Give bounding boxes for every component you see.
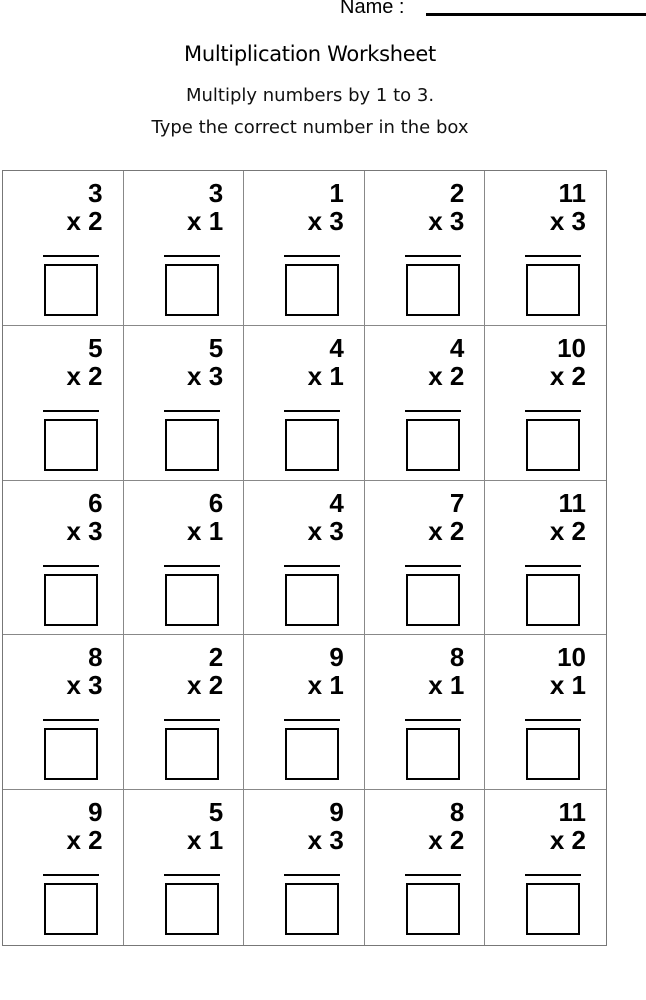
- problem-cell: [485, 326, 606, 481]
- answer-rule: [284, 874, 340, 876]
- multiplicand: 11: [558, 178, 586, 208]
- answer-input[interactable]: [285, 264, 339, 316]
- answer-rule: [43, 719, 99, 721]
- multiplicand: 4: [449, 332, 465, 363]
- multiplicand: 2: [208, 642, 224, 673]
- answer-rule: [405, 719, 461, 721]
- problem-cell: [365, 790, 486, 945]
- answer-rule: [525, 719, 581, 721]
- problem-cell: [3, 481, 124, 636]
- answer-rule: [43, 565, 99, 567]
- multiplicand: 11: [558, 487, 586, 518]
- problem-cell: [3, 790, 124, 945]
- answer-input[interactable]: [44, 883, 98, 935]
- answer-rule: [525, 565, 581, 567]
- multiplicand: 5: [208, 332, 224, 363]
- multiplicand: 5: [88, 332, 103, 363]
- multiplicand: 10: [557, 332, 586, 363]
- multiplier: x 2: [549, 360, 586, 391]
- multiplicand: 3: [88, 178, 103, 208]
- multiplicand: 2: [449, 178, 465, 208]
- multiplicand: 9: [329, 642, 344, 673]
- answer-rule: [284, 565, 340, 567]
- multiplier: x 3: [307, 515, 344, 546]
- multiplier: x 1: [549, 670, 586, 701]
- answer-rule: [164, 410, 220, 412]
- answer-input[interactable]: [44, 728, 98, 780]
- multiplier: x 1: [428, 670, 465, 701]
- multiplier: x 2: [428, 360, 465, 391]
- answer-input[interactable]: [406, 419, 460, 471]
- answer-rule: [405, 410, 461, 412]
- multiplier: x 2: [187, 670, 224, 701]
- answer-input[interactable]: [285, 419, 339, 471]
- problem-cell: [485, 635, 606, 790]
- answer-input[interactable]: [526, 419, 580, 471]
- answer-input[interactable]: [406, 264, 460, 316]
- answer-rule: [284, 719, 340, 721]
- answer-input[interactable]: [44, 264, 98, 316]
- problem-cell: [485, 171, 606, 326]
- multiplier: x 2: [66, 206, 103, 236]
- answer-input[interactable]: [526, 574, 580, 626]
- multiplier: x 1: [187, 206, 224, 236]
- problem-cell: [124, 790, 245, 945]
- problem-cell: [244, 171, 365, 326]
- answer-rule: [525, 410, 581, 412]
- multiplicand: 4: [329, 332, 344, 363]
- multiplier: x 2: [549, 825, 586, 856]
- multiplicand: 3: [208, 178, 224, 208]
- answer-input[interactable]: [165, 728, 219, 780]
- multiplicand: 4: [329, 487, 344, 518]
- multiplier: x 3: [66, 670, 103, 701]
- multiplicand: 1: [329, 178, 344, 208]
- multiplier: x 1: [307, 360, 344, 391]
- multiplier: x 2: [66, 825, 103, 856]
- answer-input[interactable]: [165, 264, 219, 316]
- problem-cell: [124, 326, 245, 481]
- multiplier: x 2: [66, 360, 103, 391]
- answer-rule: [405, 255, 461, 257]
- answer-rule: [405, 565, 461, 567]
- multiplier: x 3: [428, 206, 465, 236]
- multiplicand: 9: [88, 797, 103, 828]
- problem-cell: [365, 481, 486, 636]
- multiplicand: 8: [449, 642, 465, 673]
- answer-input[interactable]: [285, 883, 339, 935]
- problem-cell: [365, 326, 486, 481]
- multiplicand: 10: [557, 642, 586, 673]
- answer-input[interactable]: [165, 574, 219, 626]
- problem-cell: [3, 171, 124, 326]
- multiplier: x 2: [428, 515, 465, 546]
- answer-input[interactable]: [285, 574, 339, 626]
- multiplier: x 2: [549, 515, 586, 546]
- multiplier: x 1: [307, 670, 344, 701]
- multiplier: x 1: [187, 515, 224, 546]
- problem-grid: [2, 170, 607, 946]
- multiplicand: 5: [208, 797, 224, 828]
- answer-rule: [405, 874, 461, 876]
- answer-input[interactable]: [526, 728, 580, 780]
- problem-cell: [124, 171, 245, 326]
- multiplier: x 3: [549, 206, 586, 236]
- answer-rule: [284, 255, 340, 257]
- problem-cell: [3, 635, 124, 790]
- multiplicand: 11: [558, 797, 586, 828]
- problem-cell: [485, 481, 606, 636]
- answer-rule: [525, 874, 581, 876]
- answer-rule: [164, 874, 220, 876]
- problem-cell: [124, 635, 245, 790]
- answer-rule: [164, 719, 220, 721]
- answer-input[interactable]: [285, 728, 339, 780]
- answer-input[interactable]: [406, 728, 460, 780]
- problem-cell: [244, 326, 365, 481]
- answer-rule: [164, 565, 220, 567]
- multiplier: x 2: [428, 825, 465, 856]
- multiplicand: 6: [88, 487, 103, 518]
- answer-input[interactable]: [165, 419, 219, 471]
- name-input-line[interactable]: [426, 13, 646, 16]
- problem-cell: [3, 326, 124, 481]
- problem-cell: [244, 481, 365, 636]
- name-field-row: [340, 0, 646, 22]
- name-label: Name :: [340, 0, 405, 18]
- multiplier: x 3: [307, 206, 344, 236]
- answer-rule: [525, 255, 581, 257]
- page-title: Multiplication Worksheet: [184, 42, 436, 66]
- problem-cell: [244, 790, 365, 945]
- multiplicand: 8: [88, 642, 103, 673]
- problem-cell: [365, 635, 486, 790]
- problem-cell: [365, 171, 486, 326]
- instructions-line-1: Multiply numbers by 1 to 3.: [185, 85, 435, 106]
- answer-input[interactable]: [526, 883, 580, 935]
- multiplicand: 7: [449, 487, 465, 518]
- multiplicand: 8: [449, 797, 465, 828]
- multiplicand: 9: [329, 797, 344, 828]
- problem-cell: [124, 481, 245, 636]
- answer-rule: [43, 874, 99, 876]
- answer-input[interactable]: [406, 574, 460, 626]
- problem-cell: [244, 635, 365, 790]
- instructions-line-2: Type the correct number in the box: [151, 117, 469, 138]
- answer-input[interactable]: [406, 883, 460, 935]
- answer-rule: [43, 410, 99, 412]
- answer-rule: [284, 410, 340, 412]
- problem-cell: [485, 790, 606, 945]
- multiplier: x 3: [307, 825, 344, 856]
- answer-rule: [43, 255, 99, 257]
- answer-input[interactable]: [44, 574, 98, 626]
- answer-input[interactable]: [165, 883, 219, 935]
- multiplier: x 3: [66, 515, 103, 546]
- multiplicand: 6: [208, 487, 224, 518]
- multiplier: x 1: [187, 825, 224, 856]
- answer-rule: [164, 255, 220, 257]
- answer-input[interactable]: [44, 419, 98, 471]
- multiplier: x 3: [187, 360, 224, 391]
- answer-input[interactable]: [526, 264, 580, 316]
